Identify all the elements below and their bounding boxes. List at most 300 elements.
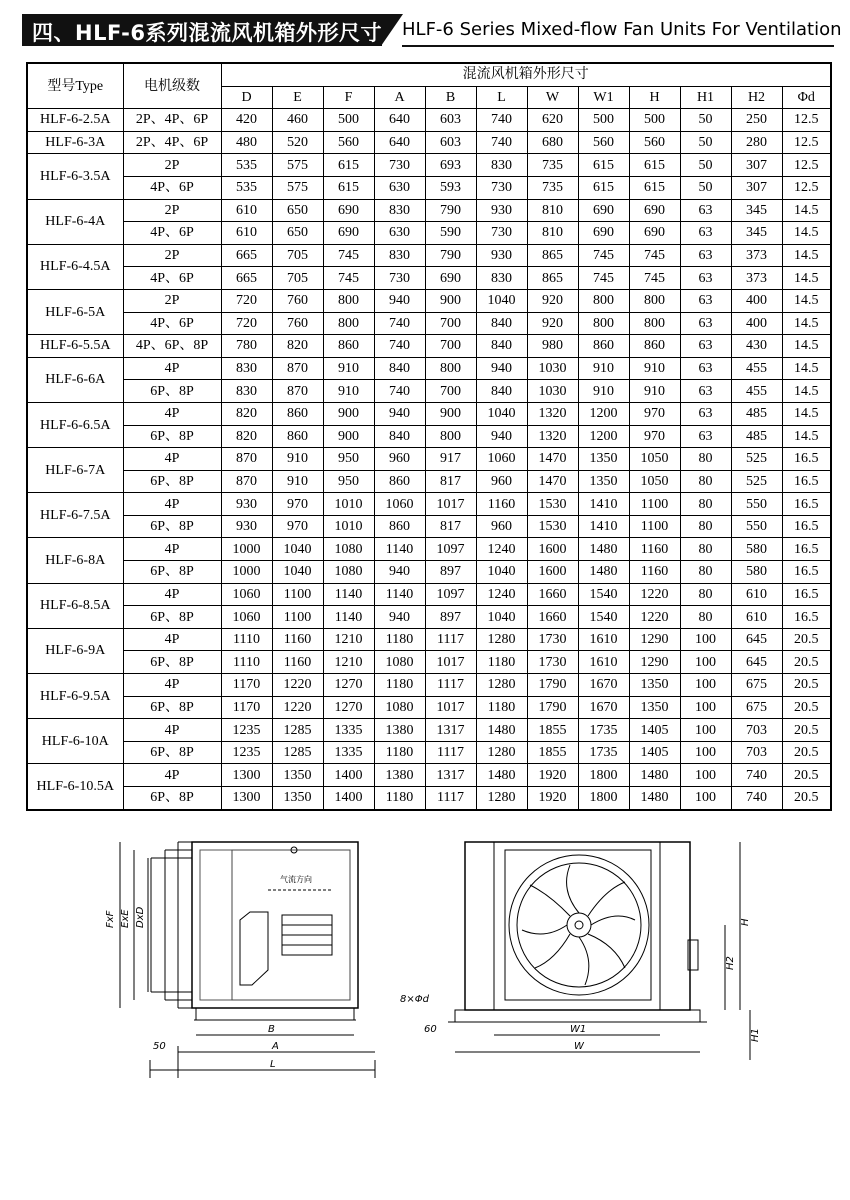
value-cell: 1080 — [374, 651, 425, 674]
table-row — [27, 244, 831, 267]
value-cell: 1350 — [578, 470, 629, 493]
value-cell: 20.5 — [782, 696, 831, 719]
table-header — [27, 63, 831, 109]
value-cell: 12.5 — [782, 154, 831, 177]
value-cell: 1017 — [425, 651, 476, 674]
value-cell: 1040 — [272, 538, 323, 561]
value-cell: 12.5 — [782, 109, 831, 132]
value-cell: 500 — [323, 109, 374, 132]
value-cell: 1280 — [476, 674, 527, 697]
motor-cell: 2P — [123, 154, 221, 177]
value-cell: 1140 — [323, 606, 374, 629]
motor-cell: 6P、8P — [123, 651, 221, 674]
value-cell: 1060 — [374, 493, 425, 516]
value-cell: 615 — [323, 176, 374, 199]
value-cell: 1010 — [323, 515, 374, 538]
motor-cell: 4P — [123, 357, 221, 380]
value-cell: 740 — [731, 787, 782, 810]
page-title: 四、HLF-6系列混流风机箱外形尺寸 — [32, 21, 382, 45]
value-cell: 16.5 — [782, 493, 831, 516]
value-cell: 1040 — [476, 402, 527, 425]
value-cell: 100 — [680, 719, 731, 742]
value-cell: 960 — [374, 448, 425, 471]
label-l: L — [270, 1059, 276, 1070]
value-cell: 1100 — [629, 515, 680, 538]
table-row — [27, 335, 831, 358]
motor-cell: 4P — [123, 674, 221, 697]
value-cell: 930 — [476, 199, 527, 222]
value-cell: 14.5 — [782, 312, 831, 335]
value-cell: 1030 — [527, 357, 578, 380]
value-cell: 1220 — [629, 583, 680, 606]
label-50: 50 — [153, 1041, 166, 1052]
value-cell: 430 — [731, 335, 782, 358]
value-cell: 860 — [578, 335, 629, 358]
table-row — [27, 651, 831, 674]
value-cell: 970 — [629, 402, 680, 425]
label-airflow: 气流方向 — [280, 875, 312, 884]
value-cell: 80 — [680, 583, 731, 606]
value-cell: 1735 — [578, 719, 629, 742]
value-cell: 535 — [221, 176, 272, 199]
value-cell: 1790 — [527, 674, 578, 697]
value-cell: 870 — [221, 470, 272, 493]
value-cell: 1730 — [527, 628, 578, 651]
value-cell: 820 — [221, 402, 272, 425]
value-cell: 1480 — [578, 561, 629, 584]
value-cell: 63 — [680, 244, 731, 267]
value-cell: 1030 — [527, 380, 578, 403]
header-banner — [22, 14, 842, 46]
value-cell: 790 — [425, 199, 476, 222]
value-cell: 1140 — [374, 538, 425, 561]
col-header-6: W — [527, 86, 578, 109]
value-cell: 705 — [272, 244, 323, 267]
value-cell: 1410 — [578, 515, 629, 538]
value-cell: 80 — [680, 515, 731, 538]
value-cell: 930 — [221, 493, 272, 516]
value-cell: 575 — [272, 154, 323, 177]
value-cell: 735 — [527, 154, 578, 177]
label-a: A — [272, 1041, 279, 1052]
value-cell: 12.5 — [782, 131, 831, 154]
col-header-0: D — [221, 86, 272, 109]
value-cell: 1200 — [578, 402, 629, 425]
value-cell: 745 — [578, 267, 629, 290]
value-cell: 20.5 — [782, 787, 831, 810]
value-cell: 63 — [680, 402, 731, 425]
value-cell: 560 — [323, 131, 374, 154]
value-cell: 1530 — [527, 515, 578, 538]
table-row — [27, 719, 831, 742]
value-cell: 745 — [629, 267, 680, 290]
value-cell: 910 — [578, 380, 629, 403]
value-cell: 1180 — [374, 674, 425, 697]
motor-cell: 6P、8P — [123, 380, 221, 403]
value-cell: 1350 — [578, 448, 629, 471]
value-cell: 50 — [680, 176, 731, 199]
value-cell: 500 — [629, 109, 680, 132]
table-row — [27, 222, 831, 245]
value-cell: 1235 — [221, 719, 272, 742]
value-cell: 690 — [629, 222, 680, 245]
col-header-8: H — [629, 86, 680, 109]
value-cell: 16.5 — [782, 606, 831, 629]
value-cell: 930 — [476, 244, 527, 267]
value-cell: 1530 — [527, 493, 578, 516]
value-cell: 920 — [527, 312, 578, 335]
value-cell: 460 — [272, 109, 323, 132]
value-cell: 620 — [527, 109, 578, 132]
label-8xd: 8×Φd — [400, 994, 429, 1005]
value-cell: 800 — [578, 312, 629, 335]
value-cell: 1235 — [221, 741, 272, 764]
value-cell: 1140 — [374, 583, 425, 606]
value-cell: 817 — [425, 470, 476, 493]
table-row — [27, 312, 831, 335]
value-cell: 63 — [680, 289, 731, 312]
value-cell: 400 — [731, 312, 782, 335]
value-cell: 1160 — [272, 651, 323, 674]
value-cell: 1380 — [374, 764, 425, 787]
value-cell: 800 — [323, 289, 374, 312]
table-row — [27, 357, 831, 380]
value-cell: 1320 — [527, 425, 578, 448]
value-cell: 680 — [527, 131, 578, 154]
value-cell: 1735 — [578, 741, 629, 764]
value-cell: 800 — [578, 289, 629, 312]
value-cell: 1470 — [527, 470, 578, 493]
value-cell: 1040 — [272, 561, 323, 584]
value-cell: 610 — [221, 199, 272, 222]
value-cell: 455 — [731, 380, 782, 403]
motor-cell: 4P — [123, 448, 221, 471]
value-cell: 840 — [476, 335, 527, 358]
value-cell: 900 — [425, 402, 476, 425]
value-cell: 1800 — [578, 764, 629, 787]
label-w: W — [574, 1041, 584, 1052]
model-cell: HLF-6-7A — [27, 448, 123, 493]
value-cell: 280 — [731, 131, 782, 154]
value-cell: 1080 — [323, 538, 374, 561]
value-cell: 610 — [731, 606, 782, 629]
col-header-4: B — [425, 86, 476, 109]
value-cell: 100 — [680, 674, 731, 697]
value-cell: 1285 — [272, 719, 323, 742]
motor-cell: 4P — [123, 628, 221, 651]
value-cell: 1280 — [476, 787, 527, 810]
value-cell: 16.5 — [782, 448, 831, 471]
value-cell: 950 — [323, 448, 374, 471]
value-cell: 1240 — [476, 538, 527, 561]
value-cell: 100 — [680, 628, 731, 651]
value-cell: 640 — [374, 109, 425, 132]
value-cell: 80 — [680, 538, 731, 561]
value-cell: 20.5 — [782, 719, 831, 742]
motor-cell: 4P、6P — [123, 176, 221, 199]
value-cell: 1480 — [476, 764, 527, 787]
value-cell: 860 — [272, 402, 323, 425]
value-cell: 560 — [578, 131, 629, 154]
value-cell: 610 — [731, 583, 782, 606]
value-cell: 910 — [629, 380, 680, 403]
value-cell: 1100 — [272, 583, 323, 606]
value-cell: 615 — [629, 176, 680, 199]
value-cell: 16.5 — [782, 583, 831, 606]
value-cell: 910 — [578, 357, 629, 380]
value-cell: 1660 — [527, 583, 578, 606]
value-cell: 745 — [629, 244, 680, 267]
table-row — [27, 787, 831, 810]
value-cell: 950 — [323, 470, 374, 493]
value-cell: 740 — [476, 131, 527, 154]
motor-cell: 6P、8P — [123, 741, 221, 764]
value-cell: 860 — [374, 515, 425, 538]
value-cell: 690 — [578, 222, 629, 245]
value-cell: 1540 — [578, 606, 629, 629]
value-cell: 520 — [272, 131, 323, 154]
value-cell: 1405 — [629, 741, 680, 764]
value-cell: 1335 — [323, 719, 374, 742]
value-cell: 745 — [578, 244, 629, 267]
value-cell: 1405 — [629, 719, 680, 742]
value-cell: 580 — [731, 538, 782, 561]
table-row — [27, 515, 831, 538]
value-cell: 840 — [476, 380, 527, 403]
value-cell: 14.5 — [782, 425, 831, 448]
value-cell: 930 — [221, 515, 272, 538]
label-h1: H1 — [750, 1028, 761, 1042]
value-cell: 840 — [374, 357, 425, 380]
value-cell: 1040 — [476, 289, 527, 312]
value-cell: 80 — [680, 470, 731, 493]
value-cell: 1920 — [527, 787, 578, 810]
value-cell: 830 — [476, 267, 527, 290]
table-row — [27, 199, 831, 222]
value-cell: 940 — [374, 402, 425, 425]
value-cell: 1480 — [629, 764, 680, 787]
model-cell: HLF-6-5A — [27, 289, 123, 334]
value-cell: 14.5 — [782, 402, 831, 425]
value-cell: 63 — [680, 425, 731, 448]
value-cell: 1280 — [476, 741, 527, 764]
value-cell: 940 — [374, 561, 425, 584]
value-cell: 940 — [374, 289, 425, 312]
value-cell: 817 — [425, 515, 476, 538]
value-cell: 1050 — [629, 470, 680, 493]
value-cell: 870 — [272, 357, 323, 380]
motor-cell: 2P、4P、6P — [123, 131, 221, 154]
value-cell: 1160 — [272, 628, 323, 651]
table-row — [27, 470, 831, 493]
value-cell: 870 — [221, 448, 272, 471]
value-cell: 790 — [425, 244, 476, 267]
value-cell: 610 — [221, 222, 272, 245]
value-cell: 1080 — [374, 696, 425, 719]
value-cell: 645 — [731, 651, 782, 674]
value-cell: 63 — [680, 380, 731, 403]
value-cell: 745 — [323, 267, 374, 290]
value-cell: 910 — [272, 448, 323, 471]
value-cell: 1320 — [527, 402, 578, 425]
motor-cell: 6P、8P — [123, 470, 221, 493]
value-cell: 14.5 — [782, 222, 831, 245]
value-cell: 910 — [272, 470, 323, 493]
model-cell: HLF-6-9.5A — [27, 674, 123, 719]
value-cell: 63 — [680, 357, 731, 380]
value-cell: 865 — [527, 244, 578, 267]
value-cell: 730 — [476, 176, 527, 199]
value-cell: 1350 — [629, 696, 680, 719]
value-cell: 307 — [731, 176, 782, 199]
value-cell: 970 — [272, 515, 323, 538]
value-cell: 690 — [323, 199, 374, 222]
col-header-3: A — [374, 86, 425, 109]
value-cell: 1100 — [629, 493, 680, 516]
value-cell: 1060 — [476, 448, 527, 471]
value-cell: 307 — [731, 154, 782, 177]
value-cell: 720 — [221, 312, 272, 335]
value-cell: 650 — [272, 222, 323, 245]
col-header-9: H1 — [680, 86, 731, 109]
table-row — [27, 628, 831, 651]
value-cell: 810 — [527, 199, 578, 222]
value-cell: 1000 — [221, 538, 272, 561]
value-cell: 703 — [731, 719, 782, 742]
value-cell: 917 — [425, 448, 476, 471]
value-cell: 1110 — [221, 628, 272, 651]
value-cell: 485 — [731, 425, 782, 448]
value-cell: 1160 — [629, 561, 680, 584]
value-cell: 1170 — [221, 696, 272, 719]
value-cell: 740 — [731, 764, 782, 787]
value-cell: 14.5 — [782, 357, 831, 380]
value-cell: 1097 — [425, 583, 476, 606]
value-cell: 960 — [476, 515, 527, 538]
model-cell: HLF-6-7.5A — [27, 493, 123, 538]
value-cell: 665 — [221, 244, 272, 267]
value-cell: 1117 — [425, 741, 476, 764]
value-cell: 20.5 — [782, 651, 831, 674]
motor-cell: 4P — [123, 764, 221, 787]
value-cell: 1117 — [425, 628, 476, 651]
motor-cell: 4P — [123, 538, 221, 561]
col-header-2: F — [323, 86, 374, 109]
value-cell: 615 — [578, 154, 629, 177]
value-cell: 900 — [425, 289, 476, 312]
value-cell: 860 — [374, 470, 425, 493]
value-cell: 1290 — [629, 651, 680, 674]
value-cell: 690 — [425, 267, 476, 290]
value-cell: 800 — [323, 312, 374, 335]
value-cell: 820 — [221, 425, 272, 448]
value-cell: 480 — [221, 131, 272, 154]
value-cell: 1300 — [221, 787, 272, 810]
value-cell: 1380 — [374, 719, 425, 742]
value-cell: 420 — [221, 109, 272, 132]
value-cell: 1790 — [527, 696, 578, 719]
value-cell: 1220 — [272, 674, 323, 697]
motor-cell: 4P、6P — [123, 222, 221, 245]
motor-cell: 6P、8P — [123, 606, 221, 629]
value-cell: 1270 — [323, 696, 374, 719]
value-cell: 1210 — [323, 628, 374, 651]
model-cell: HLF-6-10.5A — [27, 764, 123, 810]
model-cell: HLF-6-3A — [27, 131, 123, 154]
value-cell: 940 — [374, 606, 425, 629]
value-cell: 14.5 — [782, 289, 831, 312]
value-cell: 920 — [527, 289, 578, 312]
value-cell: 690 — [578, 199, 629, 222]
value-cell: 650 — [272, 199, 323, 222]
value-cell: 1855 — [527, 741, 578, 764]
value-cell: 740 — [374, 335, 425, 358]
value-cell: 345 — [731, 199, 782, 222]
value-cell: 1600 — [527, 538, 578, 561]
value-cell: 455 — [731, 357, 782, 380]
table-row — [27, 402, 831, 425]
value-cell: 760 — [272, 312, 323, 335]
value-cell: 1335 — [323, 741, 374, 764]
value-cell: 485 — [731, 402, 782, 425]
value-cell: 840 — [476, 312, 527, 335]
value-cell: 20.5 — [782, 674, 831, 697]
label-h2: H2 — [725, 956, 736, 970]
value-cell: 735 — [527, 176, 578, 199]
value-cell: 80 — [680, 606, 731, 629]
value-cell: 705 — [272, 267, 323, 290]
value-cell: 897 — [425, 561, 476, 584]
value-cell: 1280 — [476, 628, 527, 651]
value-cell: 740 — [476, 109, 527, 132]
value-cell: 630 — [374, 222, 425, 245]
dimension-drawings — [0, 820, 850, 1100]
value-cell: 800 — [629, 312, 680, 335]
value-cell: 550 — [731, 515, 782, 538]
value-cell: 720 — [221, 289, 272, 312]
value-cell: 14.5 — [782, 199, 831, 222]
value-cell: 373 — [731, 267, 782, 290]
value-cell: 500 — [578, 109, 629, 132]
value-cell: 20.5 — [782, 628, 831, 651]
table-row — [27, 267, 831, 290]
banner-notch — [381, 14, 403, 46]
value-cell: 1610 — [578, 651, 629, 674]
table-row — [27, 289, 831, 312]
value-cell: 1400 — [323, 764, 374, 787]
value-cell: 1400 — [323, 787, 374, 810]
label-60: 60 — [424, 1024, 437, 1035]
value-cell: 1800 — [578, 787, 629, 810]
motor-cell: 4P、6P — [123, 267, 221, 290]
value-cell: 1017 — [425, 696, 476, 719]
value-cell: 20.5 — [782, 741, 831, 764]
label-dxd: DxD — [135, 906, 146, 928]
value-cell: 910 — [323, 380, 374, 403]
value-cell: 900 — [323, 425, 374, 448]
value-cell: 535 — [221, 154, 272, 177]
value-cell: 1660 — [527, 606, 578, 629]
value-cell: 100 — [680, 764, 731, 787]
value-cell: 100 — [680, 741, 731, 764]
value-cell: 16.5 — [782, 470, 831, 493]
value-cell: 675 — [731, 674, 782, 697]
value-cell: 603 — [425, 109, 476, 132]
value-cell: 860 — [323, 335, 374, 358]
value-cell: 590 — [425, 222, 476, 245]
value-cell: 760 — [272, 289, 323, 312]
value-cell: 830 — [221, 357, 272, 380]
